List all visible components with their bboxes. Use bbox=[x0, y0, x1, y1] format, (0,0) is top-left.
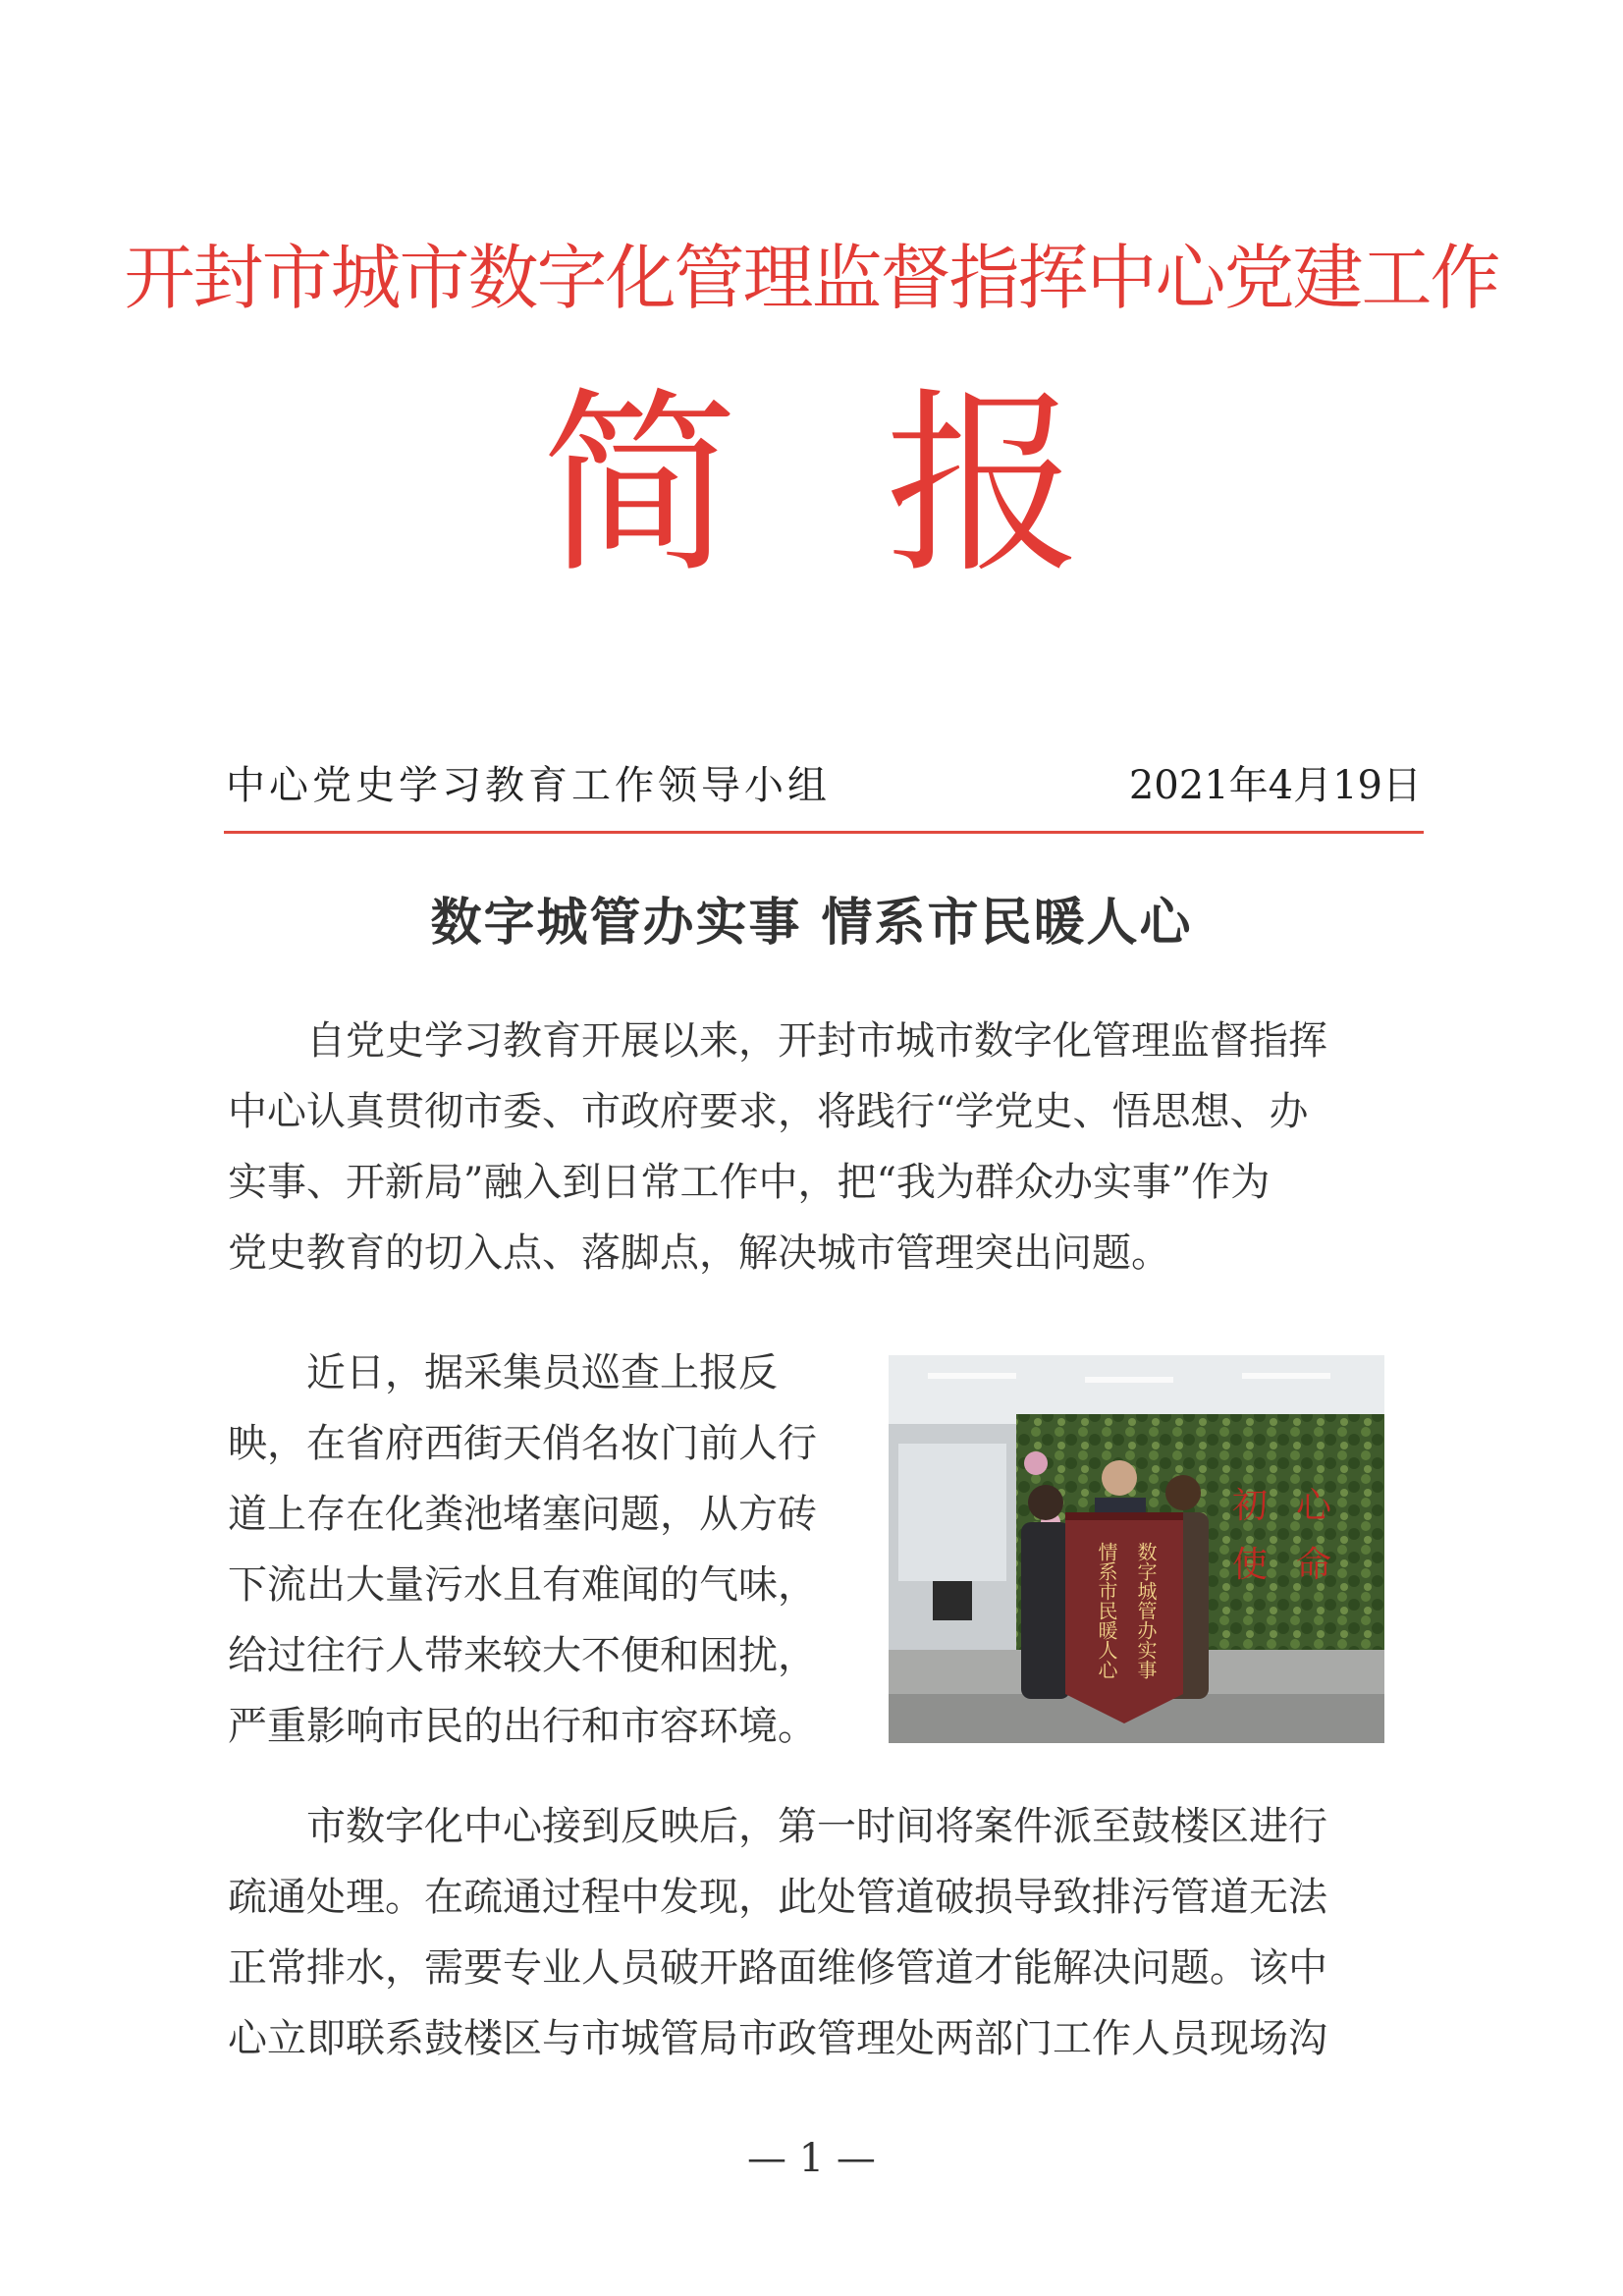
paragraph-2-line: 严重影响市民的出行和市容环境。 bbox=[228, 1704, 817, 1749]
paragraph-3-line: 疏通处理。在疏通过程中发现，此处管道破损导致排污管道无法 bbox=[228, 1875, 1327, 1920]
banner-line: 情系市民暖人心 bbox=[1095, 1542, 1118, 1679]
paragraph-2-line: 下流出大量污水且有难闻的气味， bbox=[228, 1562, 817, 1608]
paragraph-2-line: 近日，据采集员巡查上报反 bbox=[228, 1350, 778, 1395]
paragraph-3-line: 正常排水，需要专业人员破开路面维修管道才能解决问题。该中 bbox=[228, 1945, 1327, 1991]
paragraph-3-line: 市数字化中心接到反映后，第一时间将案件派至鼓楼区进行 bbox=[228, 1804, 1327, 1849]
paragraph-2-line: 给过往行人带来较大不便和困扰， bbox=[228, 1633, 817, 1678]
paragraph-2-line: 道上存在化粪池堵塞问题，从方砖 bbox=[228, 1492, 817, 1537]
wall-character: 心 bbox=[1296, 1486, 1332, 1526]
wall-character: 命 bbox=[1296, 1545, 1332, 1585]
page-number: — 1 — bbox=[747, 2136, 876, 2181]
article-title: 数字城管办实事 情系市民暖人心 bbox=[430, 894, 1193, 953]
paragraph-1-line: 实事、开新局”融入到日常工作中，把“我为群众办实事”作为 bbox=[228, 1160, 1271, 1205]
issue-date: 2021年4月19日 bbox=[1128, 763, 1422, 808]
issuer-name: 中心党史学习教育工作领导小组 bbox=[226, 763, 831, 808]
masthead-org-title: 开封市城市数字化管理监督指挥中心党建工作 bbox=[124, 237, 1499, 319]
banner-line: 数字城管办实事 bbox=[1134, 1542, 1158, 1679]
silk-banner bbox=[1065, 1512, 1183, 1723]
paragraph-1-line: 中心认真贯彻市委、市政府要求，将践行“学党史、悟思想、办 bbox=[228, 1089, 1309, 1134]
wall-character: 初 bbox=[1232, 1486, 1269, 1526]
issuer-row bbox=[226, 756, 1422, 815]
masthead-divider bbox=[224, 831, 1424, 834]
banner-presentation-photo bbox=[889, 1355, 1384, 1743]
paragraph-3-line: 心立即联系鼓楼区与市城管局市政管理处两部门工作人员现场沟 bbox=[228, 2016, 1327, 2061]
paragraph-1-line: 党史教育的切入点、落脚点，解决城市管理突出问题。 bbox=[228, 1230, 1170, 1276]
paragraph-1-line: 自党史学习教育开展以来，开封市城市数字化管理监督指挥 bbox=[228, 1018, 1327, 1064]
masthead-bulletin-title: 简报 bbox=[541, 371, 1229, 600]
photo-illustration bbox=[889, 1355, 1384, 1743]
wall-character: 使 bbox=[1232, 1545, 1269, 1585]
paragraph-2-line: 映，在省府西街天俏名妆门前人行 bbox=[228, 1421, 817, 1466]
